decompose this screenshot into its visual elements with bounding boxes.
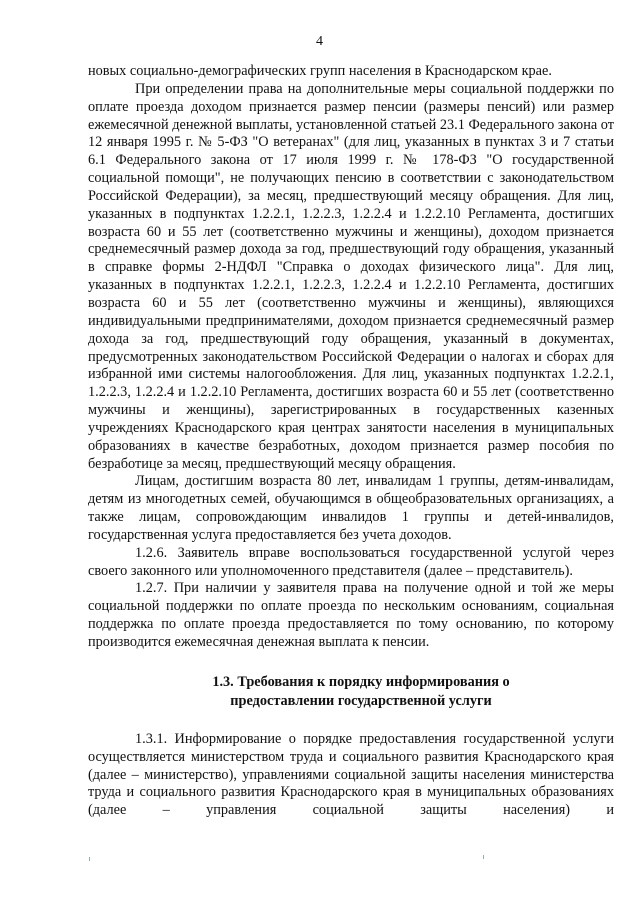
section-heading (88, 673, 614, 711)
document-body (88, 63, 614, 820)
paragraph-income-definition: При определении права на дополнительные меры социальной поддержки по оплате проезда доходом признается размер пенсии (размеры пенсий) или размер ежемесячной денежной выплаты, установленной статьей 23.1 Федерального закона от 12 января 1995 г. № 5-ФЗ "О ветеранах" (для лиц, указанных в пунктах 3 и 7 статьи 6.1 Федерального закона от 17 июля 1999 г. № 178-ФЗ "О государственной социальной помощи", не получающих пенсию в соответствии с законодательством Российской Федерации), за месяц, предшествующий месяцу обращения. Для лиц, указанных в подпунктах 1.2.2.1, 1.2.2.3, 1.2.2.4 и 1.2.2.10 Регламента, достигших возраста 60 и 55 лет (соответственно мужчины и женщины), доходом признается среднемесячный размер дохода за год, предшествующий году обращения, указанный в справке формы 2-НДФЛ "Справка о доходах физического лица". Для лиц, указанных в подпунктах 1.2.2.1, 1.2.2.3, 1.2.2.4 и 1.2.2.10 Регламента, достигших возраста 60 и 55 лет (соответственно мужчины и женщины), являющихся индивидуальными предпринимателями, доходом признается среднемесячный размер дохода за год, предшествующий году обращения, указанный в документах, предусмотренных законодательством Российской Федерации о налогах и сборах для избранной ими системы налогообложения. Для лиц, указанных подпунктах 1.2.2.1, 1.2.2.3, 1.2.2.4 и 1.2.2.10 Регламента, достигших возраста 60 и 55 лет (соответственно мужчины и женщины), зарегистрированных в государственных казенных учреждениях Краснодарского края центрах занятости населения в муниципальных образованиях в качестве безработных, доходом признается размер пособия по безработице за месяц, предшествующий месяцу обращения. (88, 80, 614, 472)
scan-artifact (483, 855, 484, 859)
paragraph-without-income: Лицам, достигшим возраста 80 лет, инвалидам 1 группы, детям-инвалидам, детям из многодетных семей, обучающимся в общеобразовательных организациях, а также лицам, сопровождающим инвалидов 1 группы и детей-инвалидов, государственная услуга предоставляется без учета доходов. (88, 473, 614, 543)
section-heading-line1: 1.3. Требования к порядку информирования о (212, 673, 510, 690)
paragraph-continuation: новых социально-демографических групп населения в Краснодарском крае. (88, 63, 552, 79)
section-heading-line2: предоставлении государственной услуги (230, 692, 492, 709)
paragraph-1-3-1: 1.3.1. Информирование о порядке предоставления государственной услуги осуществляется министерством труда и социального развития Краснодарского края (далее – министерство), управлениями социальной защиты населения министерства труда и социального развития Краснодарского края в муниципальных образованиях (далее – управления социальной защиты населения) и (88, 730, 614, 819)
paragraph-1-2-7: 1.2.7. При наличии у заявителя права на получение одной и той же меры социальной поддержки по оплате проезда по нескольким основаниям, социальная поддержка по оплате проезда предоставляется по тому основанию, по которому производится ежемесячная денежная выплата к пенсии. (88, 580, 614, 650)
paragraph-1-2-6: 1.2.6. Заявитель вправе воспользоваться государственной услугой через своего законного или уполномоченного представителя (далее – представитель). (88, 544, 614, 579)
page-number: 4 (316, 34, 323, 49)
scan-artifact (89, 857, 90, 861)
